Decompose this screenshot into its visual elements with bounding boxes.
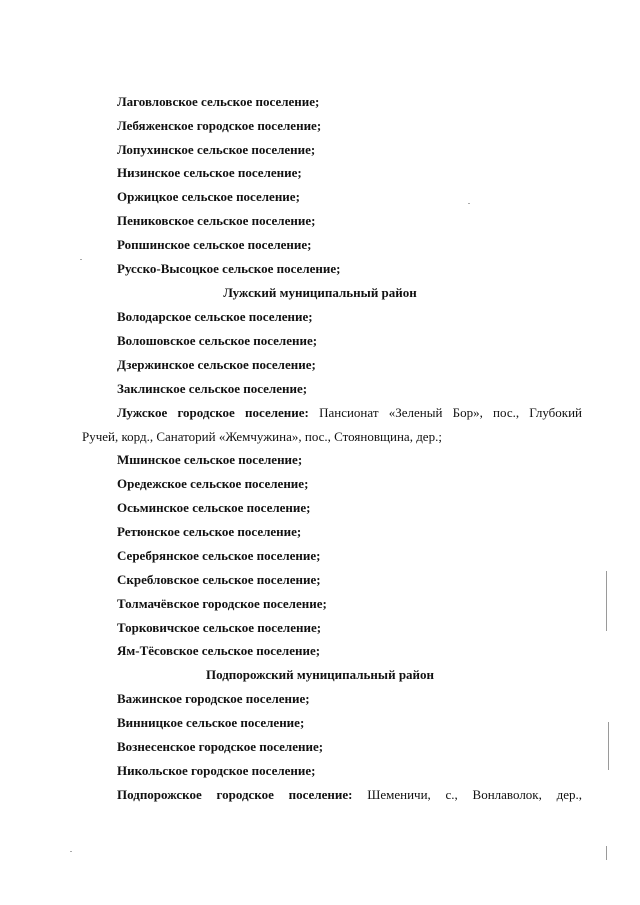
list-item: Пениковское сельское поселение; bbox=[117, 213, 316, 228]
list-item: Ропшинское сельское поселение; bbox=[117, 237, 312, 252]
list-item: Лебяженское городское поселение; bbox=[117, 118, 322, 133]
list-item: Винницкое сельское поселение; bbox=[117, 715, 305, 730]
list-item: Ретюнское сельское поселение; bbox=[117, 524, 302, 539]
list-item: Торковичское сельское поселение; bbox=[117, 620, 322, 635]
list-item: Володарское сельское поселение; bbox=[117, 309, 313, 324]
settlement-list: Пансионат «Зеленый Бор», пос., Глубокий bbox=[319, 405, 582, 420]
list-item: Лопухинское сельское поселение; bbox=[117, 142, 316, 157]
list-item: Волошовское сельское поселение; bbox=[117, 333, 318, 348]
list-item: Мшинское сельское поселение; bbox=[117, 452, 303, 467]
list-item: Важинское городское поселение; bbox=[117, 691, 310, 706]
list-item: Осьминское сельское поселение; bbox=[117, 500, 311, 515]
section-heading-podporozhsky: Подпорожский муниципальный район bbox=[205, 667, 435, 682]
scan-speck bbox=[70, 851, 72, 852]
scan-speck bbox=[80, 259, 82, 260]
list-item: Серебрянское сельское поселение; bbox=[117, 548, 321, 563]
list-item: Скребловское сельское поселение; bbox=[117, 572, 321, 587]
scan-edge-mark bbox=[608, 722, 609, 770]
scan-edge-mark bbox=[606, 571, 607, 631]
list-item: Лаговловское сельское поселение; bbox=[117, 94, 320, 109]
list-item: Оржицкое сельское поселение; bbox=[117, 189, 300, 204]
list-item: Ям-Тёсовское сельское поселение; bbox=[117, 643, 321, 658]
scan-speck bbox=[468, 203, 470, 204]
list-item: Вознесенское городское поселение; bbox=[117, 739, 324, 754]
list-item-with-settlements bbox=[117, 787, 582, 803]
list-item: Оредежское сельское поселение; bbox=[117, 476, 309, 491]
list-item: Дзержинское сельское поселение; bbox=[117, 357, 316, 372]
list-item: Толмачёвское городское поселение; bbox=[117, 596, 327, 611]
list-item: Заклинское сельское поселение; bbox=[117, 381, 308, 396]
list-item-with-settlements bbox=[117, 405, 582, 421]
section-heading-luzhsky: Лужский муниципальный район bbox=[223, 285, 417, 300]
settlement-name: Подпорожское городское поселение: bbox=[117, 787, 353, 802]
scan-edge-mark bbox=[606, 846, 607, 860]
list-item: Никольское городское поселение; bbox=[117, 763, 316, 778]
settlement-list: Шеменичи, с., Вонлаволок, дер., bbox=[367, 787, 582, 802]
settlement-list-continuation: Ручей, корд., Санаторий «Жемчужина», пос., Стояновщина, дер.; bbox=[82, 429, 442, 444]
list-item: Русско-Высоцкое сельское поселение; bbox=[117, 261, 341, 276]
list-item: Низинское сельское поселение; bbox=[117, 165, 302, 180]
settlement-name: Лужское городское поселение: bbox=[117, 405, 309, 420]
